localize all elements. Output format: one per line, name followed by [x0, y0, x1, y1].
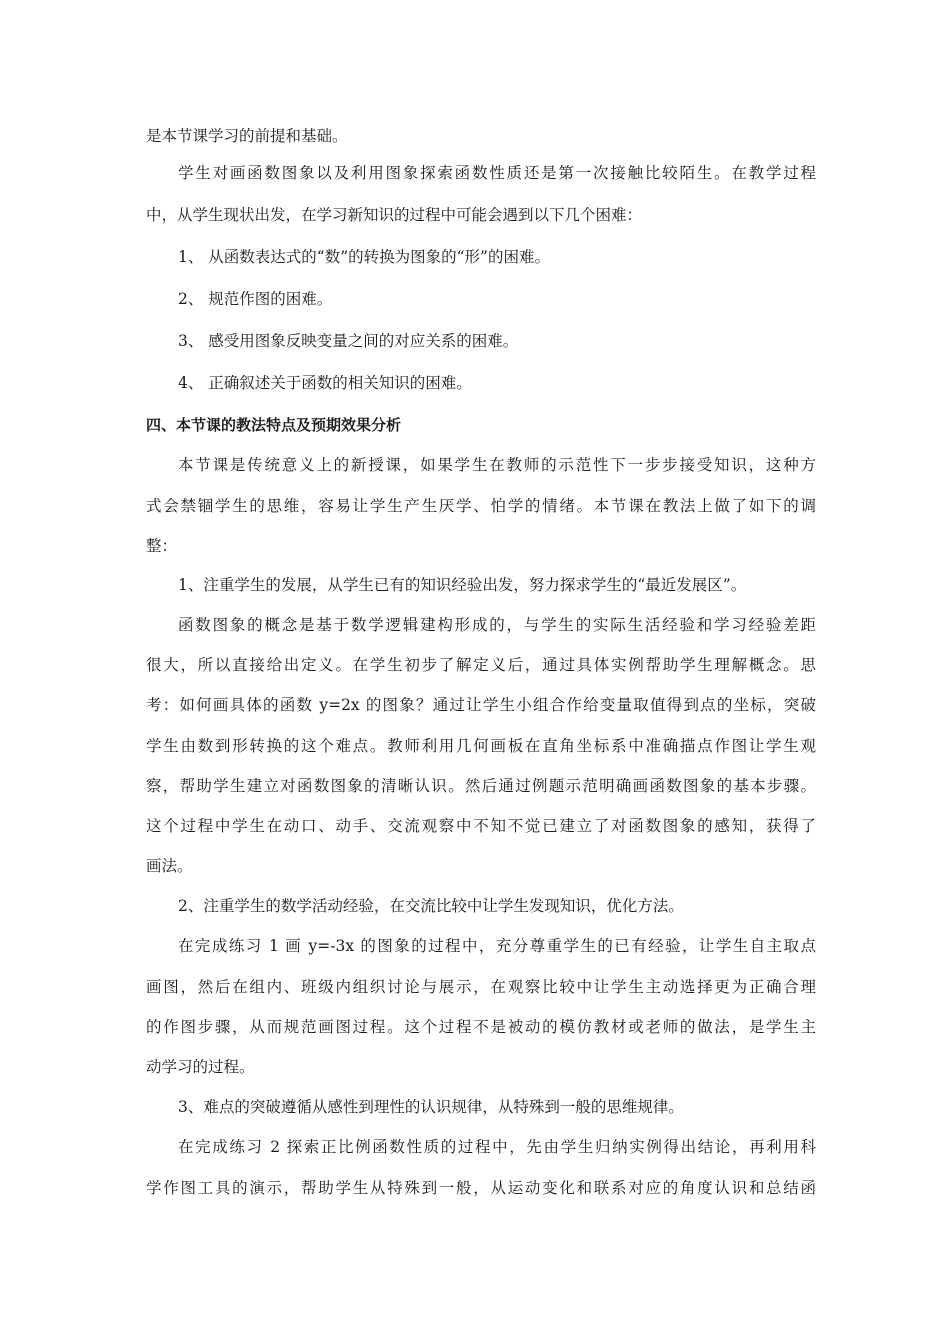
- text-line: 学生对画函数图象以及利用图象探索函数性质还是第一次接触比较陌生。在教学过程: [178, 164, 816, 182]
- list-item: 2、 规范作图的困难。: [178, 290, 333, 308]
- text-line: 画图，然后在组内、班级内组织讨论与展示，在观察比较中让学生主动选择更为正确合理: [146, 978, 816, 996]
- text-line: 这个过程中学生在动口、动手、交流观察中不知不觉已建立了对函数图象的感知，获得了: [146, 817, 816, 835]
- text-line: 学作图工具的演示，帮助学生从特殊到一般，从运动变化和联系对应的角度认识和总结函: [146, 1179, 816, 1197]
- text-line: 本节课是传统意义上的新授课，如果学生在教师的示范性下一步步接受知识，这种方: [178, 456, 816, 474]
- text-line: 2、注重学生的数学活动经验，在交流比较中让学生发现知识，优化方法。: [178, 897, 684, 915]
- text-line: 3、难点的突破遵循从感性到理性的认识规律，从特殊到一般的思维规律。: [178, 1098, 684, 1116]
- text-line: 1、注重学生的发展，从学生已有的知识经验出发，努力探求学生的“最近发展区”。: [178, 576, 747, 594]
- text-line: 画法。: [146, 857, 193, 875]
- text-line: 式会禁锢学生的思维，容易让学生产生厌学、怕学的情绪。本节课在教法上做了如下的调: [146, 497, 816, 515]
- text-line: 中，从学生现状出发，在学习新知识的过程中可能会遇到以下几个困难：: [146, 206, 643, 224]
- list-item: 3、 感受用图象反映变量之间的对应关系的困难。: [178, 332, 519, 350]
- list-item: 1、 从函数表达式的“数”的转换为图象的“形”的困难。: [178, 248, 550, 266]
- text-line: 整：: [146, 537, 178, 555]
- text-line: 的作图步骤，从而规范画图过程。这个过程不是被动的模仿教材或老师的做法，是学生主: [146, 1018, 816, 1036]
- text-line: 在完成练习 2 探索正比例函数性质的过程中，先由学生归纳实例得出结论，再利用科: [178, 1138, 816, 1156]
- section-heading: 四、本节课的教法特点及预期效果分析: [146, 416, 402, 434]
- list-item: 4、 正确叙述关于函数的相关知识的困难。: [178, 374, 472, 392]
- text-line: 函数图象的概念是基于数学逻辑建构形成的，与学生的实际生活经验和学习经验差距: [178, 616, 816, 634]
- text-line: 考：如何画具体的函数 y=2x 的图象？通过让学生小组合作给变量取值得到点的坐标，突破: [146, 696, 816, 714]
- text-line: 很大，所以直接给出定义。在学生初步了解定义后，通过具体实例帮助学生理解概念。思: [146, 656, 816, 674]
- text-line: 察，帮助学生建立对函数图象的清晰认识。然后通过例题示范明确画函数图象的基本步骤。: [146, 777, 816, 795]
- text-line: 是本节课学习的前提和基础。: [146, 127, 348, 145]
- text-line: 动学习的过程。: [146, 1058, 255, 1076]
- text-line: 在完成练习 1 画 y=-3x 的图象的过程中，充分尊重学生的已有经验，让学生自主取点: [178, 937, 816, 955]
- text-line: 学生由数到形转换的这个难点。教师利用几何画板在直角坐标系中准确描点作图让学生观: [146, 737, 816, 755]
